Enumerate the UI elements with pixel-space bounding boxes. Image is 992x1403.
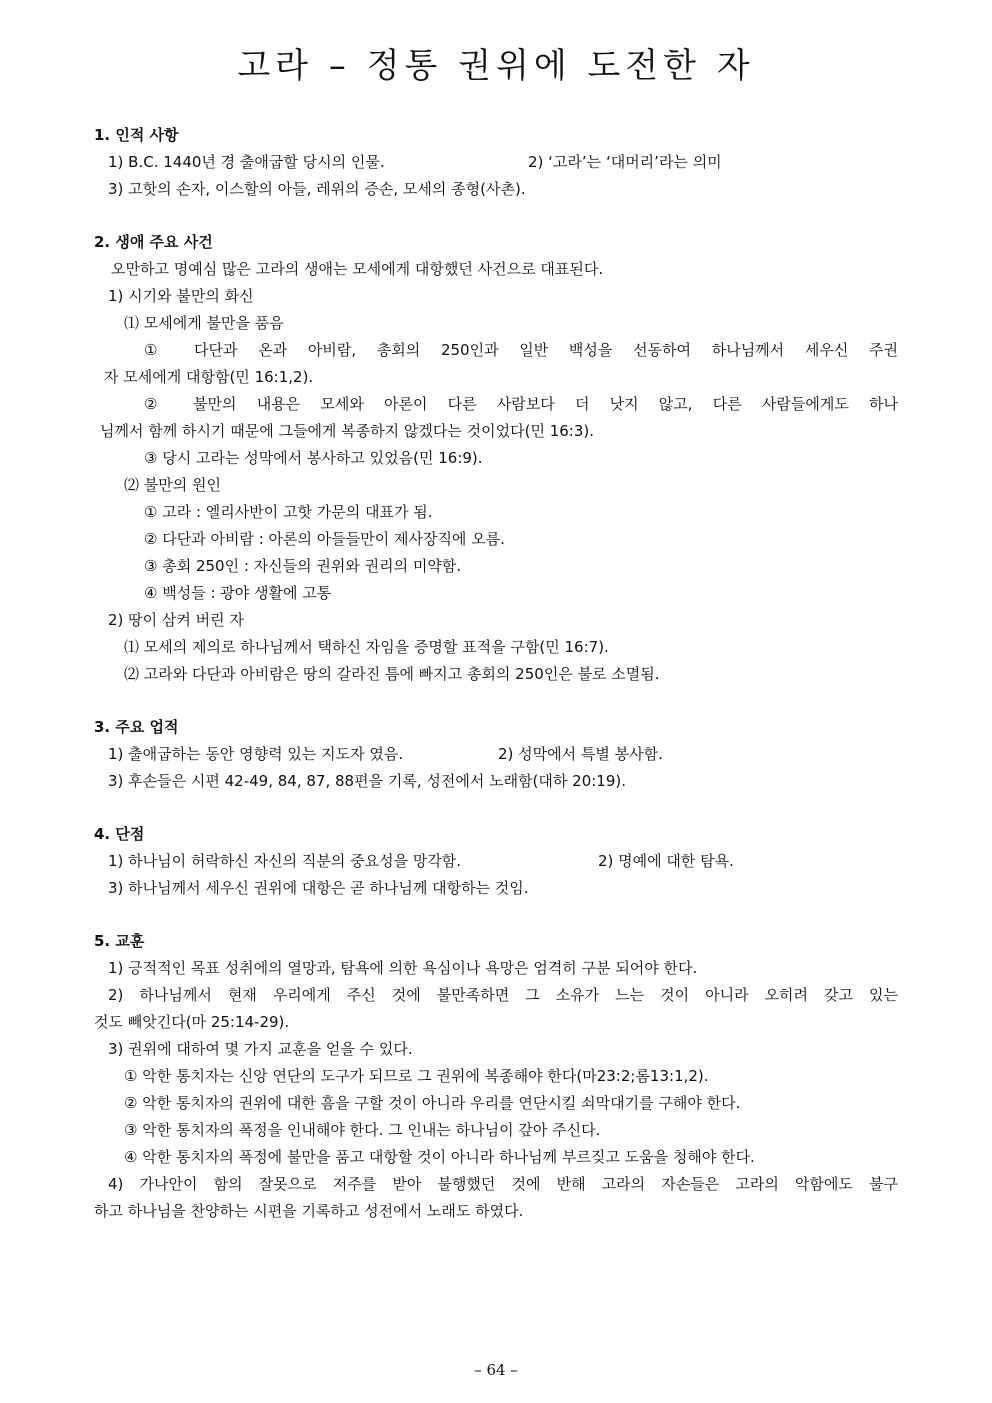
text-item: 2) ‘고라’는 ‘대머리’라는 의미 <box>528 153 722 171</box>
text-line: 님께서 함께 하시기 때문에 그들에게 복종하지 않겠다는 것이었다(민 16:3). <box>100 422 595 440</box>
section-lessons <box>94 928 898 1225</box>
text-line: 1) 긍적적인 목표 성취에의 열망과, 탐욕에 의한 욕심이나 욕망은 엄격히 구분 되어야 한다. <box>108 959 698 977</box>
text-line: 3) 고핫의 손자, 이스할의 아들, 레위의 증손, 모세의 종형(사촌). <box>108 180 526 198</box>
text-line: ④ 악한 통치자의 폭정에 불만을 품고 대항할 것이 아니라 하나님께 부르짖고 도움을 청해야 한다. <box>124 1148 755 1166</box>
text-line: 오만하고 명예심 많은 고라의 생애는 모세에게 대항했던 사건으로 대표된다. <box>111 260 604 278</box>
text-line: 2) 땅이 삼켜 버린 자 <box>108 611 244 629</box>
document-body <box>94 122 898 1225</box>
text-line: ① 고라 : 엘리사반이 고핫 가문의 대표가 됨. <box>144 503 433 521</box>
text-line: ⑴ 모세의 제의로 하나님께서 택하신 자임을 증명할 표적을 구함(민 16:7). <box>124 638 609 656</box>
text-line: ⑵ 불만의 원인 <box>124 476 221 494</box>
text-line: ④ 백성들 : 광야 생활에 고통 <box>144 584 332 602</box>
text-line: ① 악한 통치자는 신앙 연단의 도구가 되므로 그 권위에 복종해야 한다(마23:2;롬13:1,2). <box>124 1067 709 1085</box>
page-number: – 64 – <box>474 1361 518 1379</box>
text-line: ② 불만의 내용은 모세와 아론이 다른 사람보다 더 낫지 않고, 다른 사람들에게도 하나 <box>144 395 898 413</box>
text-line: 하고 하나님을 찬양하는 시편을 기록하고 성전에서 노래도 하였다. <box>94 1202 524 1220</box>
text-line: 4) 가나안이 함의 잘못으로 저주를 받아 불행했던 것에 반해 고라의 자손들은 고라의 악함에도 불구 <box>108 1175 898 1193</box>
text-line <box>94 149 898 176</box>
page-title: 고라 – 정통 권위에 도전한 자 <box>237 46 755 86</box>
text-line <box>94 741 898 768</box>
text-item: 1) 하나님이 허락하신 자신의 직분의 중요성을 망각함. <box>108 852 462 870</box>
section-heading: 5. 교훈 <box>94 932 145 950</box>
text-line: 자 모세에게 대항함(민 16:1,2). <box>104 368 314 386</box>
section-achievements <box>94 714 898 795</box>
text-line: 3) 권위에 대하여 몇 가지 교훈을 얻을 수 있다. <box>108 1040 413 1058</box>
section-heading: 2. 생애 주요 사건 <box>94 233 213 251</box>
text-line: ① 다단과 온과 아비람, 총회의 250인과 일반 백성을 선동하여 하나님께서 세우신 주권 <box>144 341 898 359</box>
text-line: ③ 당시 고라는 성막에서 봉사하고 있었음(민 16:9). <box>144 449 483 467</box>
text-item: 1) 출애굽하는 동안 영향력 있는 지도자 였음. <box>108 745 404 763</box>
text-item: 2) 성막에서 특별 봉사함. <box>498 745 663 763</box>
text-line: 3) 후손들은 시편 42-49, 84, 87, 88편을 기록, 성전에서 노래함(대하 20:19). <box>108 772 627 790</box>
text-item: 2) 명예에 대한 탐욕. <box>598 852 734 870</box>
section-heading: 1. 인적 사항 <box>94 126 179 144</box>
text-line: 3) 하나님께서 세우신 권위에 대항은 곧 하나님께 대항하는 것임. <box>108 879 529 897</box>
text-line: ② 악한 통치자의 권위에 대한 흠을 구할 것이 아니라 우리를 연단시킬 쇠막대기를 구해야 한다. <box>124 1094 741 1112</box>
text-line: ③ 악한 통치자의 폭정을 인내해야 한다. 그 인내는 하나님이 갚아 주신다. <box>124 1121 601 1139</box>
text-line: ⑴ 모세에게 불만을 품음 <box>124 314 284 332</box>
section-heading: 4. 단점 <box>94 825 145 843</box>
text-item: 1) B.C. 1440년 경 출애굽할 당시의 인물. <box>108 153 385 171</box>
text-line: 1) 시기와 불만의 화신 <box>108 287 254 305</box>
text-line: 것도 빼앗긴다(마 25:14-29). <box>94 1013 290 1031</box>
text-line: 2) 하나님께서 현재 우리에게 주신 것에 불만족하면 그 소유가 느는 것이 아니라 오히려 갖고 있는 <box>108 986 898 1004</box>
section-personal-info <box>94 122 898 203</box>
text-line: ③ 총회 250인 : 자신들의 권위와 권리의 미약함. <box>144 557 462 575</box>
section-life-events <box>94 229 898 688</box>
text-line: ② 다단과 아비람 : 아론의 아들들만이 제사장직에 오름. <box>144 530 505 548</box>
section-heading: 3. 주요 업적 <box>94 718 179 736</box>
text-line: ⑵ 고라와 다단과 아비람은 땅의 갈라진 틈에 빠지고 총회의 250인은 불로 소멸됨. <box>124 665 660 683</box>
section-weaknesses <box>94 821 898 902</box>
text-line <box>94 848 898 875</box>
